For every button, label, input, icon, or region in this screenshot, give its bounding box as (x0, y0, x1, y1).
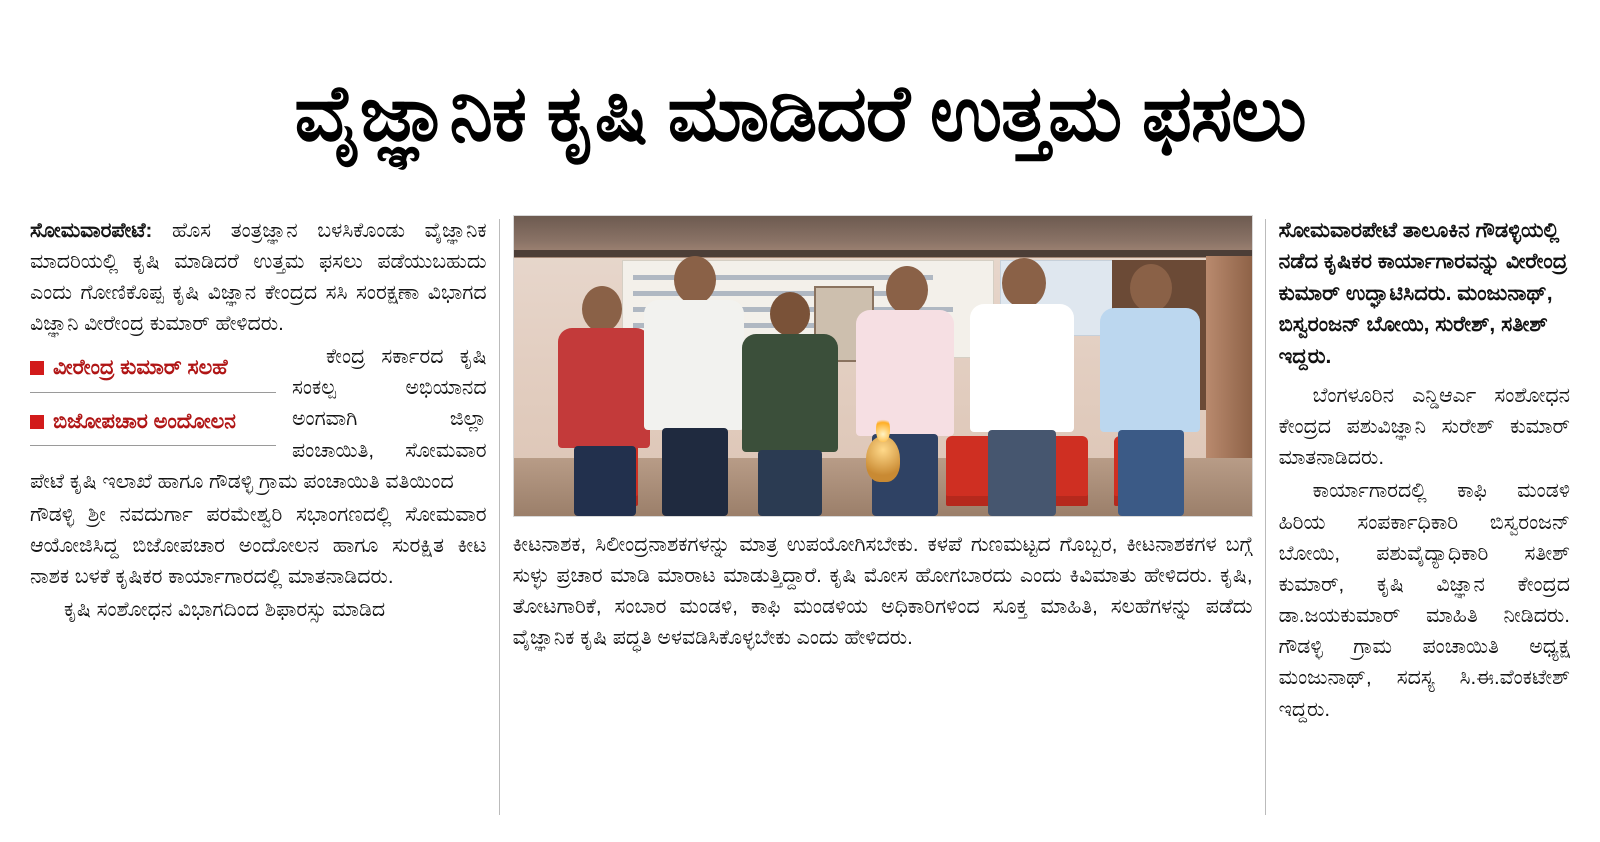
photo-lamp-flame (876, 416, 890, 442)
red-square-bullet-icon (30, 361, 44, 375)
photo-ceiling-beam (514, 250, 1252, 257)
left-paragraph-2: ಕೇಂದ್ರ ಸರ್ಕಾರದ ಕೃಷಿ ಸಂಕಲ್ಪ ಅಭಿಯಾನದ ಅಂಗವಾಗಿ ಜಿಲ್ಲಾ ಪಂಚಾಯಿತಿ, ಸೋಮವಾರ ಪೇಟೆ ಕೃಷಿ ಇಲಾಖೆ ಹಾಗೂ ಗೌಡಳ್ಳಿ ಗ್ರಾಮ ಪಂಚಾಯಿತಿ ವತಿಯಿಂದ (30, 345, 487, 493)
photo-person (1090, 264, 1210, 516)
lead-paragraph-text: ಹೊಸ ತಂತ್ರಜ್ಞಾನ ಬಳಸಿಕೊಂಡು ವೈಜ್ಞಾನಿಕ ಮಾದರಿಯಲ್ಲಿ ಕೃಷಿ ಮಾಡಿದರೆ ಉತ್ತಮ ಫಸಲು ಪಡೆಯುಬಹುದು ಎಂದು ಗೋಣಿಕೊಪ್ಪ ಕೃಷಿ ವಿಜ್ಞಾನ ಕೇಂದ್ರದ ಸಸಿ ಸಂರಕ್ಷಣಾ ವಿಭಾಗದ ವಿಜ್ಞಾನಿ ವೀರೇಂದ್ರ ಕುಮಾರ್ ಹೇಳಿದರು. (30, 218, 487, 335)
photo-person (844, 266, 964, 516)
callout-item (30, 351, 276, 392)
callout-item (30, 405, 276, 446)
inauguration-lamp-lighting-photo (513, 215, 1253, 517)
middle-paragraph-1: ಕೀಟನಾಶಕ, ಸಿಲೀಂದ್ರನಾಶಕಗಳನ್ನು ಮಾತ್ರ ಉಪಯೋಗಿಸಬೇಕು. ಕಳಪೆ ಗುಣಮಟ್ಟದ ಗೊಬ್ಬರ, ಕೀಟನಾಶಕಗಳ ಬಗ್ಗೆ ಸುಳ್ಳು ಪ್ರಚಾರ ಮಾಡಿ ಮಾರಾಟ ಮಾಡುತ್ತಿದ್ದಾರೆ. ಕೃಷಿ ಮೋಸ ಹೋಗಬಾರದು ಎಂದು ಕಿವಿಮಾತು ಹೇಳಿದರು. ಕೃಷಿ, ತೋಟಗಾರಿಕೆ, ಸಂಬಾರ ಮಂಡಳಿ, ಕಾಫಿ ಮಂಡಳಿಯ ಅಧಿಕಾರಿಗಳಿಂದ ಸೂಕ್ತ ಮಾಹಿತಿ, ಸಲಹೆಗಳನ್ನು ಪಡೆದು ವೈಜ್ಞಾನಿಕ ಕೃಷಿ ಪದ್ಧತಿ ಅಳವಡಿಸಿಕೊಳ್ಳಬೇಕು ಎಂದು ಹೇಳಿದರು. (512, 532, 1253, 649)
left-paragraph-4: ಕೃಷಿ ಸಂಶೋಧನ ವಿಭಾಗದಿಂದ ಶಿಫಾರಸ್ಸು ಮಾಡಿದ (64, 598, 386, 622)
photo-scene (514, 216, 1252, 516)
callout-label: ವೀರೇಂದ್ರ ಕುಮಾರ್ ಸಲಹೆ (53, 356, 228, 380)
photo-caption: ಸೋಮವಾರಪೇಟೆ ತಾಲೂಕಿನ ಗೌಡಳ್ಳಿಯಲ್ಲಿ ನಡೆದ ಕೃಷಿಕರ ಕಾರ್ಯಾಗಾರವನ್ನು ವೀರೇಂದ್ರ ಕುಮಾರ್ ಉದ್ಘಾಟಿಸಿದರು. ಮಂಜುನಾಥ್, ಬಿಸ್ವರಂಜನ್ ಬೋಯಿ, ಸುರೇಶ್, ಸತೀಶ್ ಇದ್ದರು. (1278, 218, 1568, 368)
photo-oil-lamp (866, 436, 900, 482)
article-columns (30, 215, 1570, 727)
right-paragraph-2: ಕಾರ್ಯಾಗಾರದಲ್ಲಿ ಕಾಫಿ ಮಂಡಳಿ ಹಿರಿಯ ಸಂಪರ್ಕಾಧಿಕಾರಿ ಬಿಸ್ವರಂಜನ್ ಬೋಯಿ, ಪಶುವೈದ್ಯಾಧಿಕಾರಿ ಸತೀಶ್ ಕುಮಾರ್, ಕೃಷಿ ವಿಜ್ಞಾನ ಕೇಂದ್ರದ ಡಾ.ಜಯಕುಮಾರ್ ಮಾಹಿತಿ ನೀಡಿದರು. ಗೌಡಳ್ಳಿ ಗ್ರಾಮ ಪಂಚಾಯಿತಿ ಅಧ್ಯಕ್ಷ ಮಂಜುನಾಥ್, ಸದಸ್ಯ ಸಿ.ಈ.ವೆಂಕಟೇಶ್ ಇದ್ದರು. (1278, 479, 1570, 721)
lead-paragraph (30, 215, 487, 340)
right-paragraph-1: ಬೆಂಗಳೂರಿನ ಎನ್ಡಿಆರ್ಎ ಸಂಶೋಧನ ಕೇಂದ್ರದ ಪಶುವಿಜ್ಞಾನಿ ಸುರೇಶ್ ಕುಮಾರ್ ಮಾತನಾಡಿದರು. (1278, 384, 1570, 470)
photo-person (958, 258, 1084, 516)
callout-label: ಬಿಜೋಪಚಾರ ಅಂದೋಲನ (53, 409, 236, 433)
page-title: ವೈಜ್ಞಾನಿಕ ಕೃಷಿ ಮಾಡಿದರೆ ಉತ್ತಮ ಫಸಲು (294, 69, 1306, 158)
dateline: ಸೋಮವಾರಪೇಟೆ: (30, 218, 153, 242)
right-column (1279, 215, 1570, 727)
left-paragraph-3: ಗೌಡಳ್ಳಿ ಶ್ರೀ ನವದುರ್ಗಾ ಪರಮೇಶ್ವರಿ ಸಭಾಂಗಣದಲ್ಲಿ ಸೋಮವಾರ ಆಯೋಜಿಸಿದ್ದ ಬಿಜೋಪಚಾರ ಅಂದೋಲನ ಹಾಗೂ ಸುರಕ್ಷಿತ ಕೀಟ ನಾಶಕ ಬಳಕೆ ಕೃಷಿಕರ ಕಾರ್ಯಾಗಾರದಲ್ಲಿ ಮಾತನಾಡಿದರು. (30, 502, 487, 589)
callout-list (30, 351, 276, 450)
newspaper-page (0, 52, 1600, 842)
left-column (30, 215, 487, 628)
red-square-bullet-icon (30, 415, 44, 429)
photo-person (732, 286, 848, 516)
middle-column (513, 215, 1253, 656)
